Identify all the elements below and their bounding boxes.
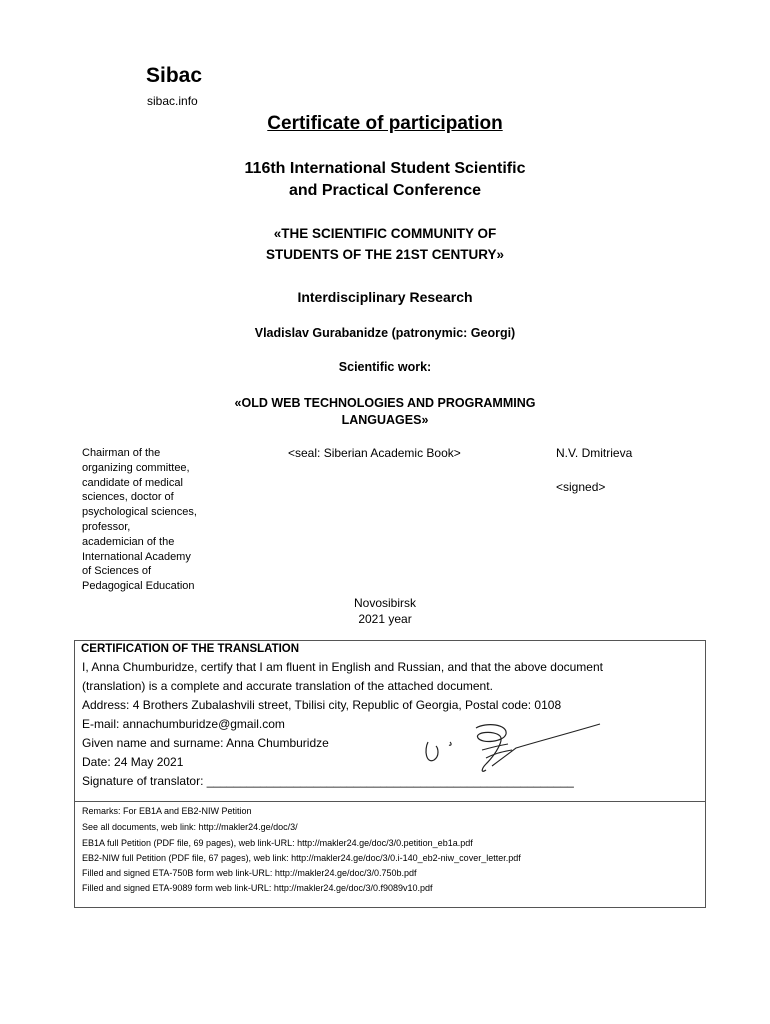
city: Novosibirsk	[353, 596, 416, 610]
participant-name: Vladislav Gurabanidze (patronymic: Georgi)	[254, 326, 516, 340]
remarks-line: Filled and signed ETA-750B form web link-URL: http://makler24.ge/doc/3/0.750b.pdf	[82, 868, 417, 878]
remarks-heading: Remarks: For EB1A and EB2-NIW Petition	[82, 806, 252, 816]
chairman-title-line: Chairman of the	[82, 447, 161, 459]
translation-statement-line: I, Anna Chumburidze, certify that I am fluent in English and Russian, and that the above document	[82, 660, 603, 674]
certificate-title: Certificate of participation	[267, 113, 503, 134]
conference-theme-line2: STUDENTS OF THE 21ST CENTURY»	[265, 247, 505, 262]
work-title-line2: LANGUAGES»	[341, 413, 429, 427]
chairman-title	[82, 446, 212, 594]
remarks-line: EB2-NIW full Petition (PDF file, 67 pages), web link: http://makler24.ge/doc/3/0.i-140_eb2-niw_cover_letter.pdf	[82, 853, 521, 863]
conference-theme-line1: «THE SCIENTIFIC COMMUNITY OF	[273, 226, 497, 241]
translator-signature	[416, 720, 606, 780]
translator-address: Address: 4 Brothers Zubalashvili street, Tbilisi city, Republic of Georgia, Postal code: 0108	[82, 698, 562, 712]
translator-email: E-mail: annachumburidze@gmail.com	[82, 717, 285, 731]
signature-stroke	[426, 742, 438, 761]
translator-name: Given name and surname: Anna Chumburidze	[82, 736, 329, 750]
year: 2021 year	[358, 612, 412, 626]
signatory-name: N.V. Dmitrieva	[556, 446, 633, 460]
chairman-title-line: Pedagogical Education	[82, 580, 195, 593]
remarks-line: See all documents, web link: http://makler24.ge/doc/3/	[82, 822, 298, 832]
translation-heading: CERTIFICATION OF THE TRANSLATION	[81, 643, 300, 655]
chairman-title-line: sciences, doctor of	[82, 491, 174, 504]
chairman-title-line: psychological sciences,	[82, 506, 197, 519]
remarks-line: EB1A full Petition (PDF file, 69 pages), web link-URL: http://makler24.ge/doc/3/0.petition_eb1a.pdf	[82, 838, 473, 848]
chairman-title-line: International Academy	[82, 550, 191, 563]
work-title-line1: «OLD WEB TECHNOLOGIES AND PROGRAMMING	[234, 396, 536, 410]
translation-statement-line: (translation) is a complete and accurate translation of the attached document.	[82, 679, 493, 693]
translator-signature-line: Signature of translator: _______________________________________________________	[82, 774, 574, 788]
chairman-title-line: of Sciences of	[82, 565, 152, 578]
conference-title-line2: and Practical Conference	[288, 182, 482, 199]
chairman-title-line: professor,	[82, 520, 131, 533]
chairman-title-line: organizing committee,	[82, 461, 190, 474]
signature-stroke	[449, 742, 451, 745]
conference-title-line1: 116th International Student Scientific	[244, 160, 526, 177]
brand-name: Sibac	[146, 64, 203, 87]
seal-note: <seal: Siberian Academic Book>	[288, 446, 461, 460]
translation-date: Date: 24 May 2021	[82, 755, 184, 769]
chairman-title-line: academician of the	[82, 535, 175, 548]
chairman-title-line: candidate of medical	[82, 476, 183, 489]
box-divider	[74, 801, 706, 802]
remarks-line: Filled and signed ETA-9089 form web link-URL: http://makler24.ge/doc/3/0.f9089v10.pdf	[82, 883, 433, 893]
signature-stroke	[492, 724, 600, 766]
scientific-work-label: Scientific work:	[338, 360, 432, 374]
brand-website: sibac.info	[147, 94, 198, 108]
signed-note: <signed>	[556, 480, 606, 494]
research-section: Interdisciplinary Research	[297, 289, 473, 305]
